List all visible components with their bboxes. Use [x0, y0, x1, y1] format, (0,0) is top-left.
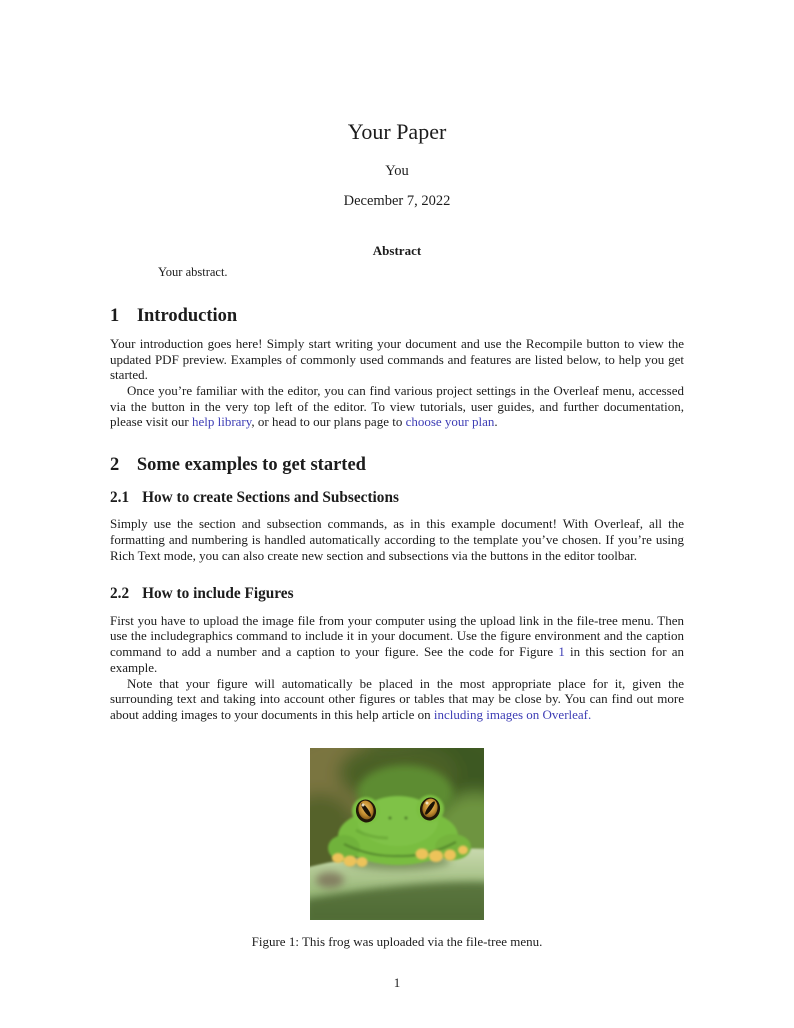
section-number: 1: [110, 305, 120, 326]
figure-caption: Figure 1: This frog was uploaded via the file-tree menu.: [251, 934, 543, 950]
choose-your-plan-link[interactable]: choose your plan: [405, 414, 495, 430]
document-date: December 7, 2022: [343, 193, 451, 210]
text-run: .: [494, 414, 498, 430]
text-run: in this section for an example.: [110, 644, 685, 675]
section-2-heading: [110, 454, 684, 476]
frog-photo: [310, 748, 484, 920]
figures-paragraph-2: [110, 676, 684, 723]
intro-paragraph-1: Your introduction goes here! Simply start writing your document and use the Recompile button to view the updated PDF preview. Examples of commonly used commands and features are listed below, to help you get started.: [110, 335, 684, 383]
abstract-heading: Abstract: [372, 242, 422, 258]
section-1-heading: [110, 305, 684, 327]
subsection-title: How to include Figures: [142, 585, 294, 603]
text-run: Note that your figure will automatically be placed in the most appropriate place for it, given the surrounding text and taking into account other figures or tables that may be close by. You can find out more about adding images to your documents in this help article on: [110, 675, 684, 723]
subsection-number: 2.2: [110, 585, 130, 603]
intro-paragraph-2: [110, 383, 684, 430]
text-run: Once you’re familiar with the editor, you can find various project settings in the Overleaf menu, accessed via the button in the very top left of the editor. To view tutorials, user guides, and further documentation, please visit our: [110, 383, 684, 430]
figure-1-ref-link[interactable]: 1: [558, 644, 565, 660]
help-library-link[interactable]: help library: [191, 414, 252, 430]
section-number: 2: [110, 455, 120, 476]
subsection-2-1-heading: [110, 489, 684, 508]
page-number: 1: [393, 975, 401, 990]
text-run: First you have to upload the image file from your computer using the upload link in the file-tree menu. Then use the includegraphics command to include it in your document. Use the figure environment and the caption command to add a number and a caption to your figure. See the code for Figure: [110, 612, 684, 660]
text-run: , or head to our plans page to: [251, 414, 406, 430]
subsection-2-2-heading: [110, 585, 684, 604]
subsection-number: 2.1: [110, 488, 130, 506]
including-images-link[interactable]: including images on Overleaf.: [433, 707, 592, 723]
section-title: Introduction: [136, 305, 238, 326]
subsection-title: How to create Sections and Subsections: [142, 488, 399, 506]
section-title: Some examples to get started: [136, 455, 366, 476]
author-name: You: [385, 162, 409, 179]
abstract-text: Your abstract.: [158, 265, 228, 280]
figure-1: [110, 748, 684, 950]
page-title: Your Paper: [347, 119, 447, 144]
figures-paragraph-1: [110, 613, 684, 676]
sections-paragraph: Simply use the section and subsection commands, as in this example document! With Overleaf, all the formatting and numbering is handled automatically according to the template you’ve chosen. If you’re using Rich Text mode, you can also create new section and subsections via the buttons in the editor toolbar.: [110, 516, 684, 563]
